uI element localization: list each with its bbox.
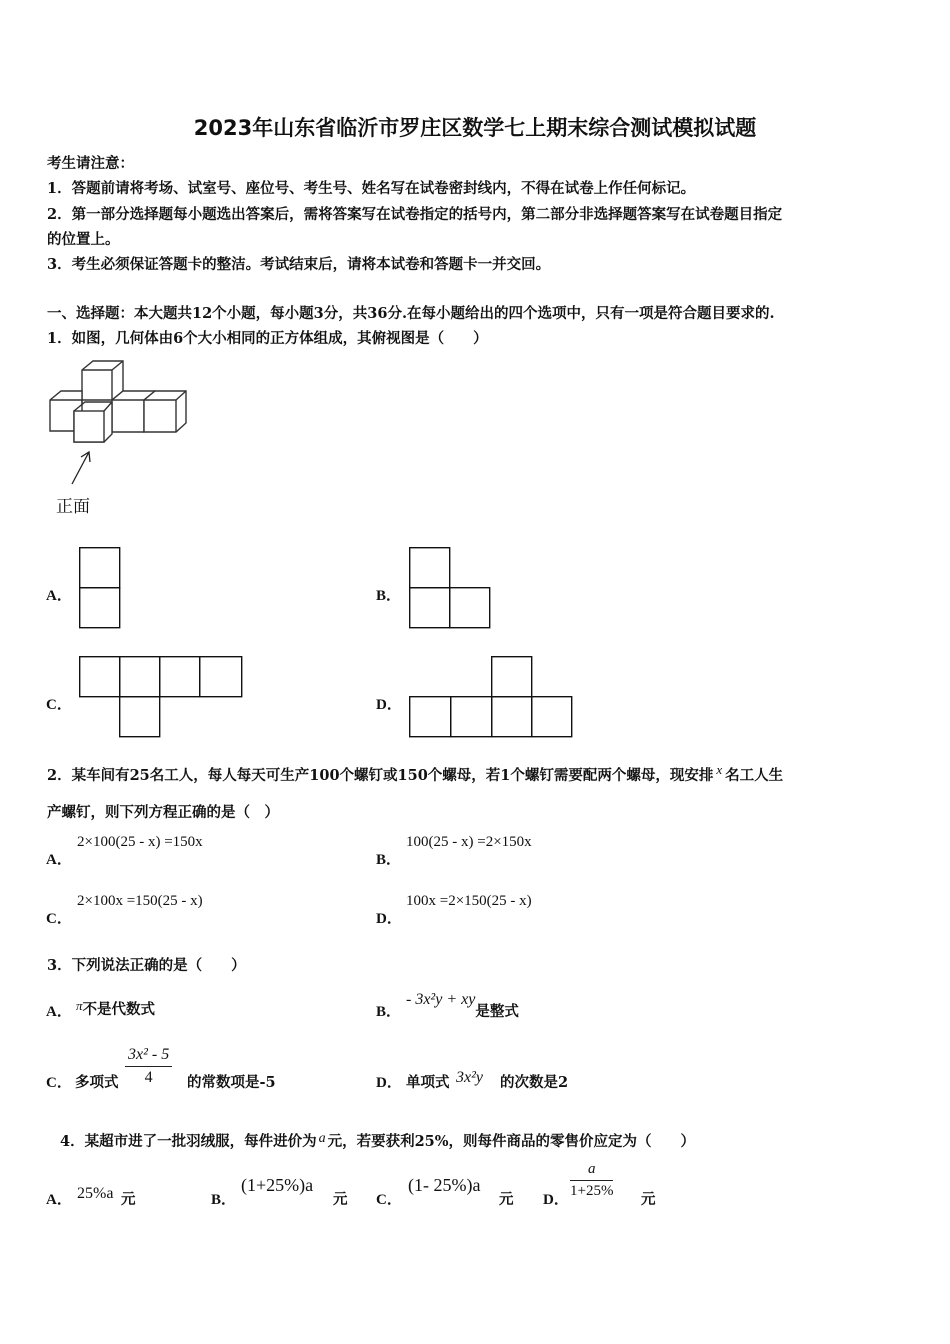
- q3-option-a: [76, 998, 155, 1019]
- q2-option-b: 100(25 - x) =2×150x: [406, 834, 532, 850]
- q4-option-c-expr: (1- 25%)a: [408, 1175, 481, 1195]
- question-1-stem: 1．如图，几何体由6个大小相同的正方体组成，其俯视图是（ ）: [47, 330, 488, 347]
- option-label-b: B．: [211, 1192, 237, 1208]
- question-2-stem: [47, 764, 783, 785]
- option-label-c: C．: [46, 911, 72, 927]
- q3-option-b: [406, 988, 519, 1020]
- option-label-b: B．: [376, 588, 402, 604]
- option-label-a: A．: [46, 1004, 72, 1020]
- option-label-a: A．: [46, 1192, 72, 1208]
- question-3-stem: 3．下列说法正确的是（ ）: [47, 957, 246, 974]
- q4-unit: 元: [333, 1191, 348, 1208]
- option-c-grid: [79, 656, 245, 739]
- option-d-grid: [409, 656, 575, 739]
- variable-x: x: [716, 762, 723, 777]
- question-4-stem: [60, 1130, 695, 1151]
- q3-option-c-pre: 多项式: [75, 1074, 119, 1091]
- q3-option-a-text: 不是代数式: [82, 1001, 156, 1018]
- q4-option-b-expr: (1+25%)a: [241, 1175, 314, 1195]
- option-label-c: C．: [376, 1192, 402, 1208]
- option-label-c: C．: [46, 697, 72, 713]
- q4-option-a-expr: 25%a: [77, 1185, 114, 1202]
- option-label-b: B．: [376, 1004, 402, 1020]
- q3-option-d-post: 的次数是2: [500, 1074, 569, 1091]
- front-label: 正面: [56, 497, 90, 517]
- option-label-a: A．: [46, 588, 72, 604]
- section-heading: 一、选择题：本大题共12个小题，每小题3分，共36分.在每小题给出的四个选项中，只有一项是符合题目要求的.: [47, 305, 775, 322]
- notice-item: 2．第一部分选择题每小题选出答案后，需将答案写在试卷指定的括号内，第二部分非选择题答案写在试卷题目指定: [47, 206, 783, 223]
- q4-unit: 元: [499, 1191, 514, 1208]
- q3-option-b-text: 是整式: [475, 1003, 519, 1020]
- q4-fraction-numerator: a: [570, 1161, 613, 1181]
- page-title: 2023年山东省临沂市罗庄区数学七上期末综合测试模拟试题: [193, 116, 757, 140]
- q3-option-d-expr: 3x²y: [456, 1069, 483, 1086]
- question-2-stem-part: 名工人生: [725, 767, 784, 784]
- option-label-c: C．: [46, 1075, 72, 1091]
- q3-option-b-expr: - 3x²y + xy: [406, 991, 476, 1008]
- q3-fraction-denominator: 4: [144, 1069, 153, 1086]
- question-2-stem-part: 2．某车间有25名工人，每人每天可生产100个螺钉或150个螺母，若1个螺钉需要配两个螺母，现安排: [47, 767, 714, 784]
- question-2-stem-cont: 产螺钉，则下列方程正确的是（ ）: [47, 804, 279, 821]
- question-4-stem-part: 元，若要获利25%，则每件商品的零售价应定为（ ）: [327, 1133, 696, 1150]
- q2-option-d: 100x =2×150(25 - x): [406, 893, 532, 909]
- option-a-grid: [79, 547, 121, 630]
- q3-option-c-post: 的常数项是-5: [187, 1074, 276, 1091]
- option-label-d: D．: [543, 1192, 569, 1208]
- option-label-d: D．: [376, 911, 402, 927]
- q3-fraction-numerator: 3x² - 5: [125, 1046, 172, 1067]
- q4-unit: 元: [641, 1191, 656, 1208]
- question-4-stem-part: 4．某超市进了一批羽绒服，每件进价为: [60, 1133, 317, 1150]
- option-label-a: A．: [46, 852, 72, 868]
- q3-fraction: [125, 1046, 172, 1087]
- notice-item: 1．答题前请将考场、试室号、座位号、考生号、姓名写在试卷密封线内，不得在试卷上作任何标记。: [47, 180, 696, 197]
- notice-item: 的位置上。: [47, 231, 120, 248]
- q2-option-c: 2×100x =150(25 - x): [77, 893, 203, 909]
- q4-unit: 元: [121, 1191, 136, 1208]
- q4-fraction: [570, 1161, 613, 1200]
- option-label-d: D．: [376, 1075, 402, 1091]
- q3-option-d-pre: 单项式: [406, 1074, 450, 1091]
- variable-a: a: [318, 1131, 326, 1146]
- pi-symbol: π: [76, 998, 83, 1013]
- notice-item: 3．考生必须保证答题卡的整洁。考试结束后，请将本试卷和答题卡一并交回。: [47, 256, 551, 273]
- option-b-grid: [409, 547, 493, 630]
- q2-option-a: 2×100(25 - x) =150x: [77, 834, 203, 850]
- option-label-d: D．: [376, 697, 402, 713]
- option-label-b: B．: [376, 852, 402, 868]
- q4-fraction-denominator: 1+25%: [570, 1183, 614, 1199]
- notice-heading: 考生请注意：: [47, 155, 134, 172]
